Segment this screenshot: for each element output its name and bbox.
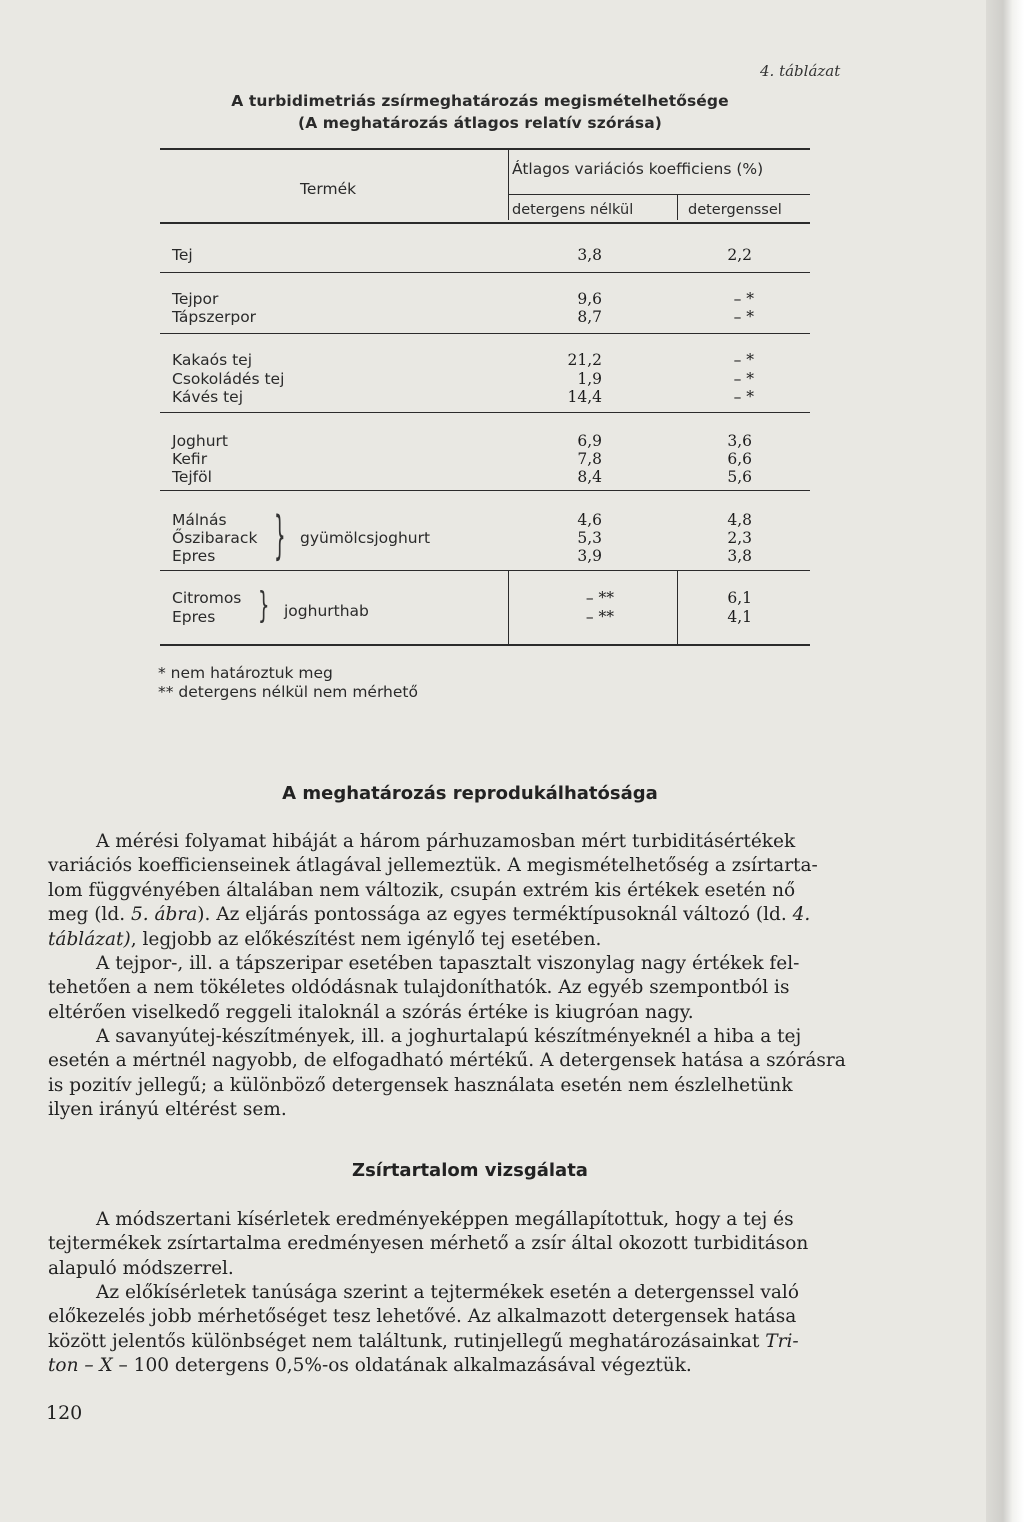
reagent-name: Tri- <box>765 1330 799 1352</box>
row-name: Tejföl <box>172 468 212 486</box>
cell-value: 2,3 <box>727 529 752 547</box>
page-gutter <box>986 0 1024 1522</box>
brace-icon: } <box>258 585 270 626</box>
paragraph <box>48 1025 930 1123</box>
cell-value: 7,8 <box>577 450 602 468</box>
cell-value: 4,1 <box>727 608 752 626</box>
text-line: eltérően viselkedő reggeli italoknál a szórás értéke is kiugróan nagy. <box>48 1001 694 1023</box>
reagent-name: ton – X <box>48 1355 113 1377</box>
table-reference: 4. <box>792 904 811 926</box>
group-yogurt-foam: joghurthab <box>284 602 369 620</box>
row-name: Tejpor <box>172 290 219 308</box>
cell-value: – ** <box>585 608 614 626</box>
paragraph <box>48 952 930 1025</box>
text-line: is pozitív jellegű; a különböző detergensek használata esetén nem észlelhetünk <box>48 1074 793 1096</box>
header-product: Termék <box>300 180 357 198</box>
text-line: alapuló módszerrel. <box>48 1257 234 1279</box>
header-col1: detergens nélkül <box>512 202 634 218</box>
cell-value: 8,7 <box>577 308 602 326</box>
cell-value: 3,8 <box>577 246 602 264</box>
row-name: Citromos <box>172 589 242 607</box>
row-name: Őszibarack <box>172 529 258 547</box>
row-name: Kakaós tej <box>172 351 252 369</box>
text-line: A tejpor-, ill. a tápszeripar esetében tapasztalt viszonylag nagy értékek fel- <box>96 953 800 974</box>
cell-value: – * <box>733 290 754 308</box>
table-caption-line2: (A meghatározás átlagos relatív szórása) <box>298 114 662 132</box>
section-heading-reproducibility: A meghatározás reprodukálhatósága <box>282 783 658 804</box>
text-line: lom függvényében általában nem változik, csupán extrém kis értékek esetén nő <box>48 879 796 901</box>
cell-value: 5,6 <box>727 468 752 486</box>
cell-value: 2,2 <box>727 246 752 264</box>
cell-value: 6,1 <box>727 589 752 607</box>
cell-value: 8,4 <box>577 468 602 486</box>
cell-value: 3,9 <box>577 547 602 565</box>
cell-value: 4,6 <box>577 511 602 529</box>
cell-value: 6,6 <box>727 450 752 468</box>
table-reference: táblázat) <box>48 928 131 950</box>
data-table <box>160 148 810 648</box>
text-line: A savanyútej-készítmények, ill. a joghurtalapú készítményeknél a hiba a tej <box>96 1026 802 1047</box>
cell-value: 3,8 <box>727 547 752 565</box>
row-name: Kefir <box>172 450 208 468</box>
cell-value: 3,6 <box>727 432 752 450</box>
cell-value: 1,9 <box>577 370 602 388</box>
cell-value: 5,3 <box>577 529 602 547</box>
cell-value: – ** <box>585 589 614 607</box>
cell-value: 21,2 <box>567 351 602 369</box>
cell-value: 6,9 <box>577 432 602 450</box>
text-line: Az előkísérletek tanúsága szerint a tejtermékek esetén a detergenssel való <box>96 1282 799 1303</box>
text-line: előkezelés jobb mérhetőséget tesz lehetővé. Az alkalmazott detergensek hatása <box>48 1306 797 1328</box>
text-line: ton – X – 100 detergens 0,5%-os oldatának alkalmazásával végeztük. <box>48 1355 692 1377</box>
header-col2: detergenssel <box>688 202 782 218</box>
row-name: Kávés tej <box>172 388 244 406</box>
cell-value: – * <box>733 370 754 388</box>
text-line: A mérési folyamat hibáját a három párhuzamosban mért turbiditásértékek <box>96 831 796 852</box>
cell-value: 4,8 <box>727 511 752 529</box>
cell-value: – * <box>733 351 754 369</box>
cell-value: – * <box>733 308 754 326</box>
row-name: Tej <box>172 246 193 264</box>
text-line: A módszertani kísérletek eredményeképpen megállapítottuk, hogy a tej és <box>96 1209 794 1230</box>
text-line: táblázat), legjobb az előkészítést nem igénylő tej esetében. <box>48 928 602 950</box>
cell-value: – * <box>733 388 754 406</box>
footnote-2: ** detergens nélkül nem mérhető <box>158 683 418 701</box>
brace-icon: } <box>274 506 286 566</box>
cell-value: 14,4 <box>567 388 602 406</box>
paragraph <box>48 830 930 952</box>
text-line: esetén a mértnél nagyobb, de elfogadható mértékű. A detergensek hatása a szórásra <box>48 1050 846 1072</box>
paragraph <box>48 1281 930 1379</box>
section-heading-fat-content: Zsírtartalom vizsgálata <box>352 1160 588 1181</box>
cell-value: 9,6 <box>577 290 602 308</box>
row-name: Tápszerpor <box>172 308 257 326</box>
table-caption-line1: A turbidimetriás zsírmeghatározás megismételhetősége <box>231 92 729 110</box>
row-name: Csokoládés tej <box>172 370 285 388</box>
paragraph <box>48 1208 930 1281</box>
group-fruit-yogurt: gyümölcsjoghurt <box>300 529 431 547</box>
text-line: variációs koefficienseinek átlagával jellemeztük. A megismételhetőség a zsírtarta- <box>48 855 818 877</box>
text-line: meg (ld. 5. ábra). Az eljárás pontossága az egyes terméktípusoknál változó (ld. 4. <box>48 904 811 926</box>
text-line: tehetően a nem tökéletes oldódásnak tulajdoníthatók. Az egyéb szempontból is <box>48 977 790 999</box>
text-line: között jelentős különbséget nem találtunk, rutinjellegű meghatározásainkat Tri- <box>48 1330 799 1352</box>
row-name: Epres <box>172 547 216 565</box>
figure-reference: 5. ábra <box>130 904 198 926</box>
row-name: Málnás <box>172 511 227 529</box>
row-name: Joghurt <box>172 432 228 450</box>
table-label: 4. táblázat <box>760 62 841 80</box>
page-number: 120 <box>46 1402 83 1424</box>
text-line: tejtermékek zsírtartalma eredményesen mérhető a zsír által okozott turbiditáson <box>48 1233 809 1255</box>
footnote-1: * nem határoztuk meg <box>158 664 333 682</box>
row-name: Epres <box>172 608 216 626</box>
text-line: ilyen irányú eltérést sem. <box>48 1099 287 1121</box>
header-group: Átlagos variációs koefficiens (%) <box>512 160 764 178</box>
